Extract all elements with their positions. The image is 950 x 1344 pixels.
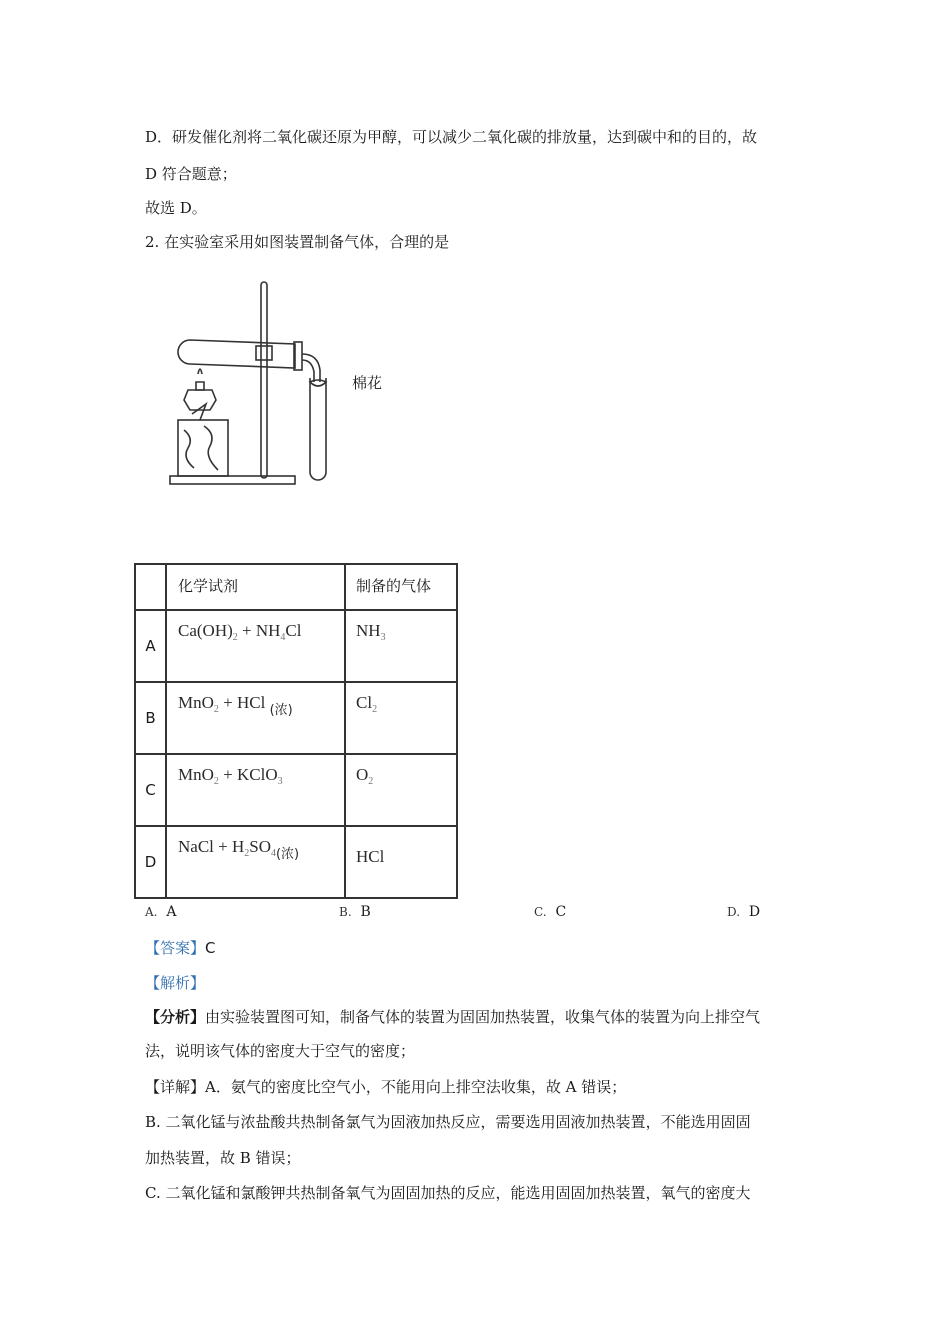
row-key: C xyxy=(135,754,166,826)
apparatus-figure xyxy=(160,278,360,488)
option-c[interactable]: C. C xyxy=(534,904,567,920)
table-header-row xyxy=(135,564,457,610)
reagent-cell: MnO$_2$ + HCl $_{(浓)}$ xyxy=(166,682,345,754)
option-b[interactable]: B. B xyxy=(339,904,371,920)
table-row xyxy=(135,610,457,682)
text-line-choice: 故选 D。 xyxy=(145,199,207,217)
analysis-p1b: 法，说明该气体的密度大于空气的密度； xyxy=(145,1042,416,1060)
header-reagent: 化学试剂 xyxy=(166,564,345,610)
table-row xyxy=(135,754,457,826)
gas-cell: $NH_3$ xyxy=(345,610,457,682)
table-row xyxy=(135,826,457,898)
row-key: D xyxy=(135,826,166,898)
reagent-cell: NaCl + $H_2SO_{4(浓)}$ xyxy=(166,826,345,898)
reagent-table xyxy=(134,563,458,899)
row-key: B xyxy=(135,682,166,754)
question-2-stem: 2. 在实验室采用如图装置制备气体，合理的是 xyxy=(145,233,450,251)
text-line-d-option: D．研发催化剂将二氧化碳还原为甲醇，可以减少二氧化碳的排放量，达到碳中和的目的，故 xyxy=(145,128,758,146)
row-key: A xyxy=(135,610,166,682)
analysis-p3b: 加热装置，故 B 错误； xyxy=(145,1149,301,1167)
analysis-p2: 【详解】A．氨气的密度比空气小，不能用向上排空法收集，故 A 错误； xyxy=(145,1078,627,1096)
cotton-label: 棉花 xyxy=(352,374,383,392)
analysis-p3a: B. 二氧化锰与浓盐酸共热制备氯气为固液加热反应，需要选用固液加热装置，不能选用固固 xyxy=(145,1113,751,1131)
analysis-p4: C. 二氧化锰和氯酸钾共热制备氧气为固固加热的反应，能选用固固加热装置，氧气的密度大 xyxy=(145,1184,751,1202)
gas-cell: $O_2$ xyxy=(345,754,457,826)
option-d[interactable]: D. D xyxy=(727,904,761,920)
option-a[interactable]: A. A xyxy=(145,904,177,920)
analysis-p1a: 【分析】由实验装置图可知，制备气体的装置为固固加热装置，收集气体的装置为向上排空气 xyxy=(145,1008,761,1026)
header-empty-cell xyxy=(135,564,166,610)
gas-cell: HCl xyxy=(345,826,457,898)
text-line-d-conclusion: D 符合题意； xyxy=(145,165,237,183)
header-gas: 制备的气体 xyxy=(345,564,457,610)
analysis-tag: 【解析】 xyxy=(145,974,206,992)
answer-line: 【答案】C xyxy=(145,939,216,957)
reagent-cell: $Ca(OH)_2 + NH_4Cl$ xyxy=(166,610,345,682)
gas-cell: $Cl_2$ xyxy=(345,682,457,754)
reagent-cell: MnO$_2$ + KClO$_3$ xyxy=(166,754,345,826)
table-row xyxy=(135,682,457,754)
